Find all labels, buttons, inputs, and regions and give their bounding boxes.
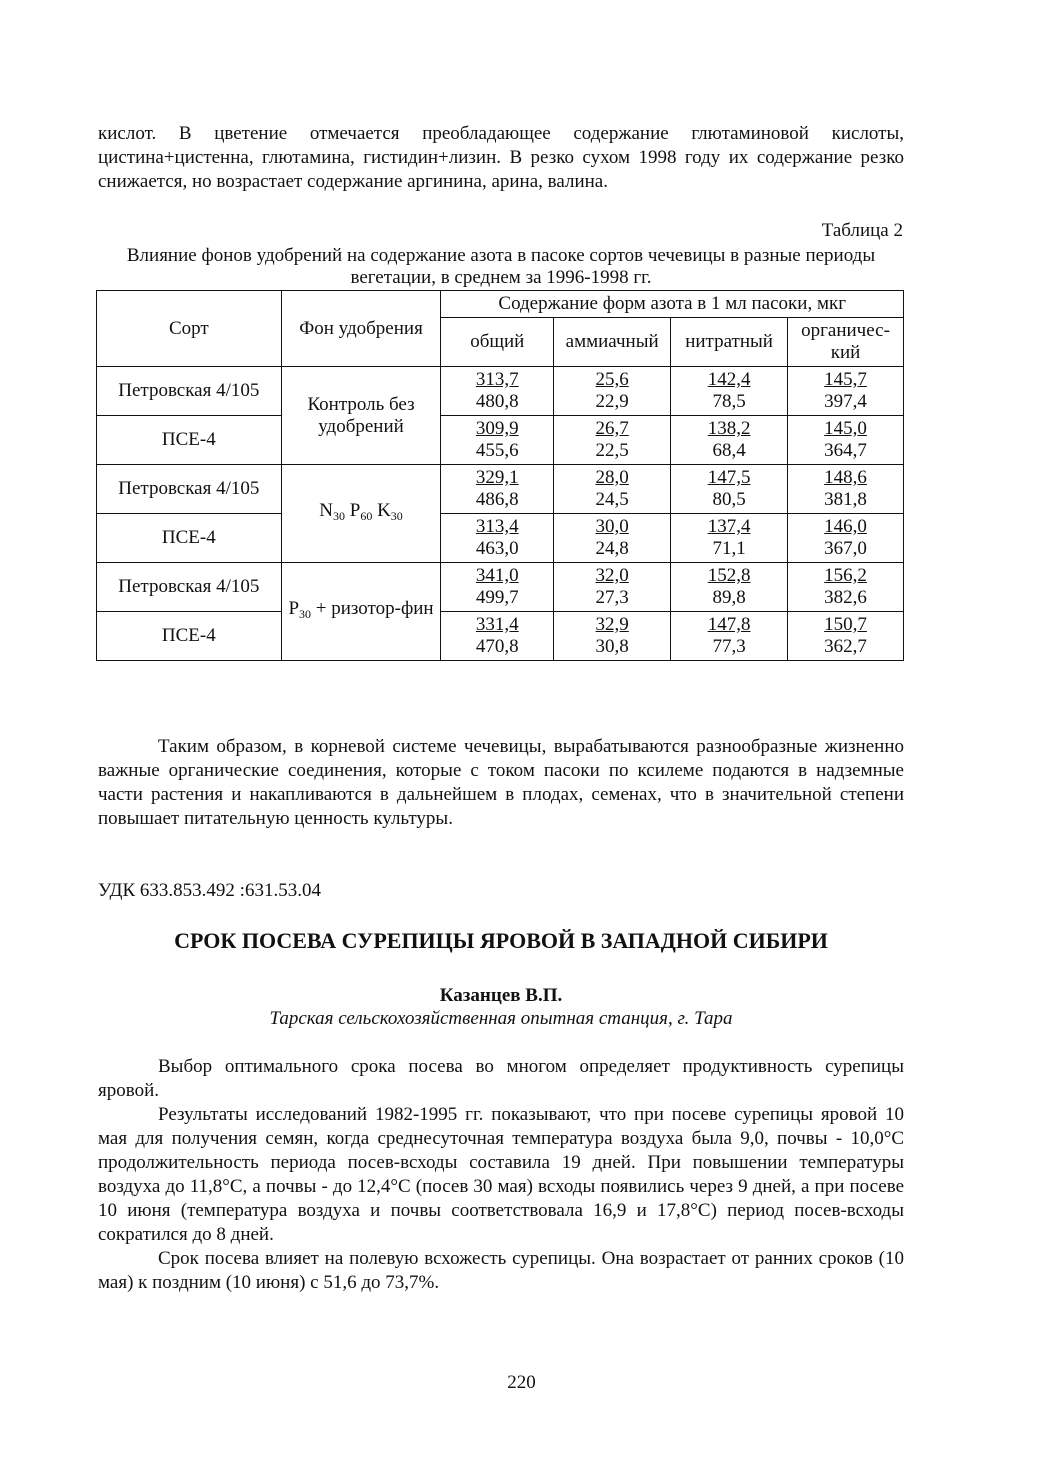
cell-organic: 145,0 364,7 [788, 416, 904, 465]
cell-ammonia: 32,9 30,8 [554, 612, 671, 661]
cell-sort: Петровская 4/105 [97, 563, 282, 612]
cell-total: 341,0 499,7 [441, 563, 554, 612]
header-group: Содержание форм азота в 1 мл пасоки, мкг [441, 291, 904, 318]
header-total: общий [441, 318, 554, 367]
cell-organic: 146,0 367,0 [788, 514, 904, 563]
header-sort: Сорт [97, 291, 282, 367]
cell-ammonia: 30,0 24,8 [554, 514, 671, 563]
cell-ammonia: 28,0 24,5 [554, 465, 671, 514]
cell-organic: 150,7 362,7 [788, 612, 904, 661]
table-row [97, 367, 904, 416]
table-row [97, 563, 904, 612]
cell-fon-npk: $N_{30}$ $P_{60}$ $K_{30}$ [281, 465, 441, 563]
cell-nitrate: 147,8 77,3 [671, 612, 788, 661]
table-row [97, 416, 904, 465]
header-nitrate: нитратный [671, 318, 788, 367]
article-title: СРОК ПОСЕВА СУРЕПИЦЫ ЯРОВОЙ В ЗАПАДНОЙ СИБИРИ [174, 928, 828, 953]
table-caption: Влияние фонов удобрений на содержание азота в пасоке сортов чечевицы в разные периоды вегетации, в среднем за 1996-1998 гг. [126, 245, 876, 288]
cell-total: 313,4 463,0 [441, 514, 554, 563]
table-row [97, 514, 904, 563]
cell-sort: ПСЕ-4 [97, 612, 282, 661]
cell-total: 329,1 486,8 [441, 465, 554, 514]
cell-organic: 148,6 381,8 [788, 465, 904, 514]
intro-paragraph: кислот. В цветение отмечается преобладающее содержание глютаминовой кислоты, цистина+цистенна, глютамина, гистидин+лизин. В резко сухом 1998 году их содержание резко снижается, но возрастает содержание аргинина, арина, валина. [98, 123, 904, 192]
article-body [98, 1055, 904, 1295]
cell-fon-control: Контроль без удобрений [281, 367, 441, 465]
conclusion-paragraph: Таким образом, в корневой системе чечевицы, вырабатываются разнообразные жизненно важные органические соединения, которые с током пасоки по ксилеме подаются в надземные части растения и накапливаются в дальнейшем в плодах, семенах, что в значительной степени повышает питательную ценность культуры. [98, 736, 904, 829]
cell-total: 309,9 455,6 [441, 416, 554, 465]
table-row [97, 612, 904, 661]
table-row [97, 465, 904, 514]
page-number: 220 [507, 1372, 536, 1393]
cell-ammonia: 32,0 27,3 [554, 563, 671, 612]
table-number: Таблица 2 [821, 220, 903, 241]
cell-sort: Петровская 4/105 [97, 367, 282, 416]
cell-ammonia: 26,7 22,5 [554, 416, 671, 465]
cell-sort: Петровская 4/105 [97, 465, 282, 514]
cell-sort: ПСЕ-4 [97, 514, 282, 563]
body-paragraph: Результаты исследований 1982-1995 гг. показывают, что при посеве сурепицы яровой 10 мая для получения семян, когда среднесуточная температура воздуха была 9,0, почвы - 10,0°С продолжительность периода посев-всходы составила 19 дней. При повышении температуры воздуха до 11,8°С, а почвы - до 12,4°С (посев 30 мая) всходы появились через 9 дней, а при посеве 10 июня (температура воздуха и почвы соответствовала 16,9 и 17,8°С) период посев-всходы сократился до 8 дней. [98, 1104, 904, 1245]
cell-sort: ПСЕ-4 [97, 416, 282, 465]
cell-nitrate: 147,5 80,5 [671, 465, 788, 514]
author-affiliation: Тарская сельскохозяйственная опытная станция, г. Тара [269, 1008, 733, 1029]
cell-total: 313,7 480,8 [441, 367, 554, 416]
header-organic: органичес-кий [788, 318, 904, 367]
cell-ammonia: 25,6 22,9 [554, 367, 671, 416]
header-ammonia: аммиачный [554, 318, 671, 367]
udk-code: УДК 633.853.492 :631.53.04 [98, 880, 321, 901]
table-header-row [97, 291, 904, 318]
cell-nitrate: 152,8 89,8 [671, 563, 788, 612]
body-paragraph: Выбор оптимального срока посева во многом определяет продуктивность сурепицы яровой. [98, 1056, 904, 1101]
author-name: Казанцев В.П. [439, 985, 563, 1006]
nitrogen-table [96, 290, 904, 661]
cell-fon-rhizotorphin: $P_{30}$ + ризотор-фин [281, 563, 441, 661]
cell-nitrate: 137,4 71,1 [671, 514, 788, 563]
body-paragraph: Срок посева влияет на полевую всхожесть сурепицы. Она возрастает от ранних сроков (10 мая) к поздним (10 июня) с 51,6 до 73,7%. [98, 1248, 904, 1293]
header-fon: Фон удобрения [281, 291, 441, 367]
cell-nitrate: 138,2 68,4 [671, 416, 788, 465]
cell-nitrate: 142,4 78,5 [671, 367, 788, 416]
cell-organic: 156,2 382,6 [788, 563, 904, 612]
cell-organic: 145,7 397,4 [788, 367, 904, 416]
cell-total: 331,4 470,8 [441, 612, 554, 661]
